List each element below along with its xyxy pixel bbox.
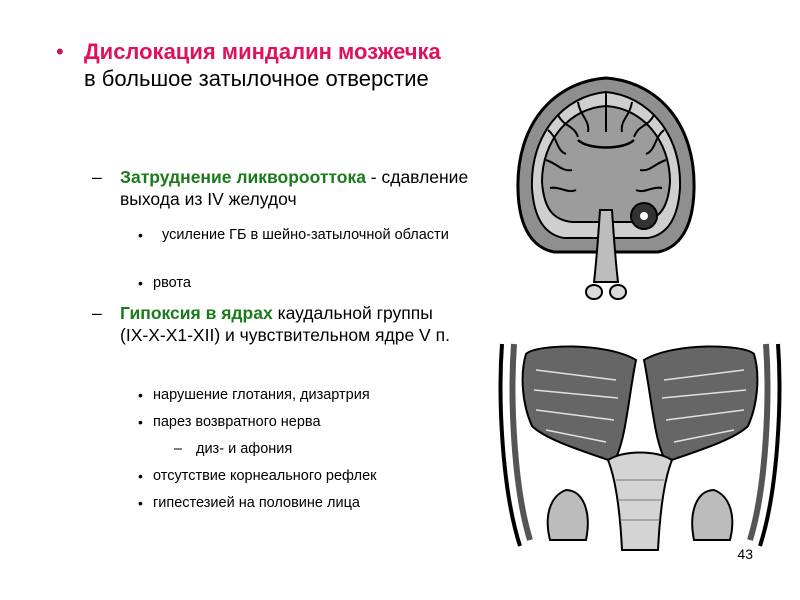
bullet-marker: •: [56, 39, 64, 64]
dot-marker: •: [138, 387, 143, 403]
page-number: 43: [737, 546, 753, 562]
list-item-text: нарушение глотания, дизартрия: [153, 387, 370, 403]
sub-bullet-csf-text: [120, 166, 470, 210]
dot-marker: •: [138, 468, 143, 484]
list-item-text: усиление ГБ в шейно-затылочной области: [162, 227, 449, 243]
list-item-text: отсутствие корнеального рефлек: [153, 468, 377, 484]
heading-highlight: Дислокация миндалин мозжечка: [84, 39, 441, 64]
list-item-text: гипестезией на половине лица: [153, 495, 360, 511]
dash-marker: –: [92, 167, 102, 187]
dash-marker: –: [92, 303, 102, 323]
csf-rest: - сдавление выхода из IV желудоч: [120, 167, 469, 209]
dot-marker: •: [138, 275, 143, 291]
brain-coronal-section-image: [508, 70, 704, 302]
dot-marker: •: [138, 495, 143, 511]
sub-bullet-hypoxia-text: [120, 302, 465, 346]
cerebellum-brainstem-section-image: [496, 340, 784, 562]
list-item-text: парез возвратного нерва: [153, 414, 321, 430]
heading-rest: в большое затылочное отверстие: [84, 66, 429, 91]
hypoxia-highlight: Гипоксия в ядрах: [120, 303, 273, 323]
dot-marker: •: [138, 414, 143, 430]
hypoxia-rest: каудальной группы (IX-X-X1-XII) и чувствительном ядре V п.: [120, 303, 450, 345]
dash-marker: –: [174, 441, 183, 457]
list-item-text: рвота: [153, 275, 191, 291]
dot-marker: •: [138, 227, 143, 243]
nested-item-text: диз- и афония: [196, 441, 293, 457]
csf-highlight: Затруднение ликворооттока: [120, 167, 366, 187]
main-bullet-text: [84, 38, 454, 92]
